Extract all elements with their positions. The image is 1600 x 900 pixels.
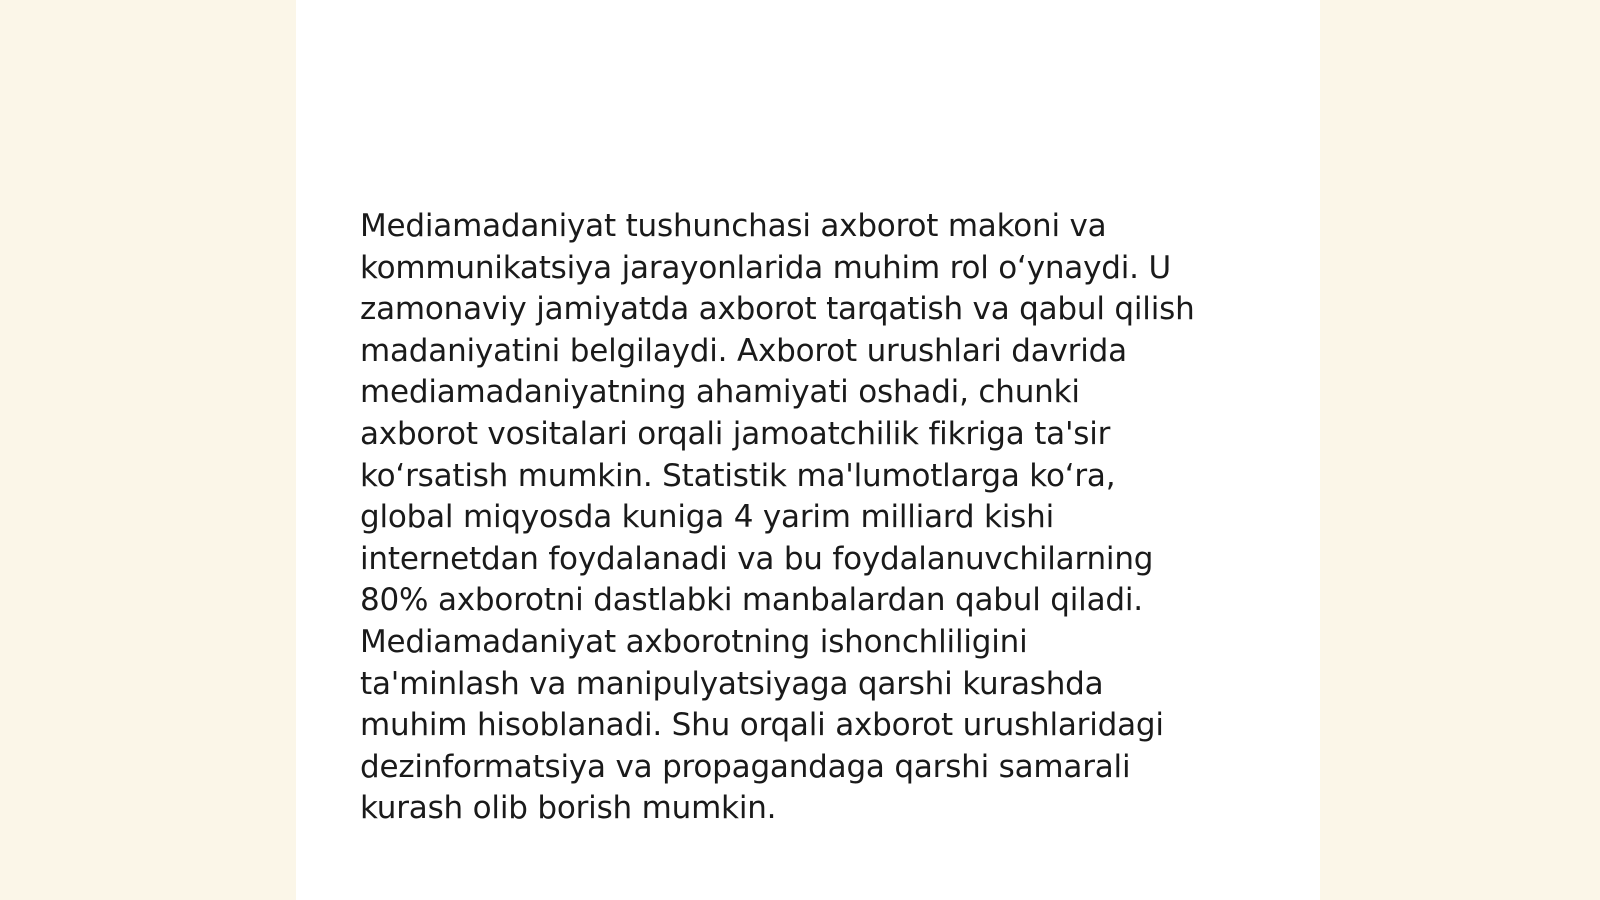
paragraph-line: global miqyosda kuniga 4 yarim milliard kishi: [360, 499, 1054, 536]
body-paragraph: [360, 206, 1260, 830]
paragraph-line: madaniyatini belgilaydi. Axborot urushlari davrida: [360, 332, 1127, 369]
paragraph-line: 80% axborotni dastlabki manbalardan qabul qiladi.: [360, 582, 1143, 619]
paragraph-line: Mediamadaniyat axborotning ishonchliligini: [360, 623, 1028, 660]
paragraph-line: zamonaviy jamiyatda axborot tarqatish va qabul qilish: [360, 291, 1195, 328]
paragraph-line: axborot vositalari orqali jamoatchilik fikriga ta'sir: [360, 415, 1111, 452]
document-page: [296, 0, 1320, 900]
paragraph-line: internetdan foydalanadi va bu foydalanuvchilarning: [360, 540, 1154, 577]
paragraph-line: ta'minlash va manipulyatsiyaga qarshi kurashda: [360, 665, 1104, 702]
paragraph-line: kurash olib borish mumkin.: [360, 790, 777, 827]
paragraph-line: kommunikatsiya jarayonlarida muhim rol oʻynaydi. U: [360, 249, 1171, 286]
paragraph-line: mediamadaniyatning ahamiyati oshadi, chunki: [360, 374, 1080, 411]
paragraph-line: Mediamadaniyat tushunchasi axborot makoni va: [360, 208, 1107, 244]
paragraph-line: muhim hisoblanadi. Shu orqali axborot urushlaridagi: [360, 707, 1164, 744]
paragraph-line: dezinformatsiya va propagandaga qarshi samarali: [360, 748, 1131, 785]
paragraph-line: koʻrsatish mumkin. Statistik ma'lumotlarga koʻra,: [360, 457, 1116, 494]
